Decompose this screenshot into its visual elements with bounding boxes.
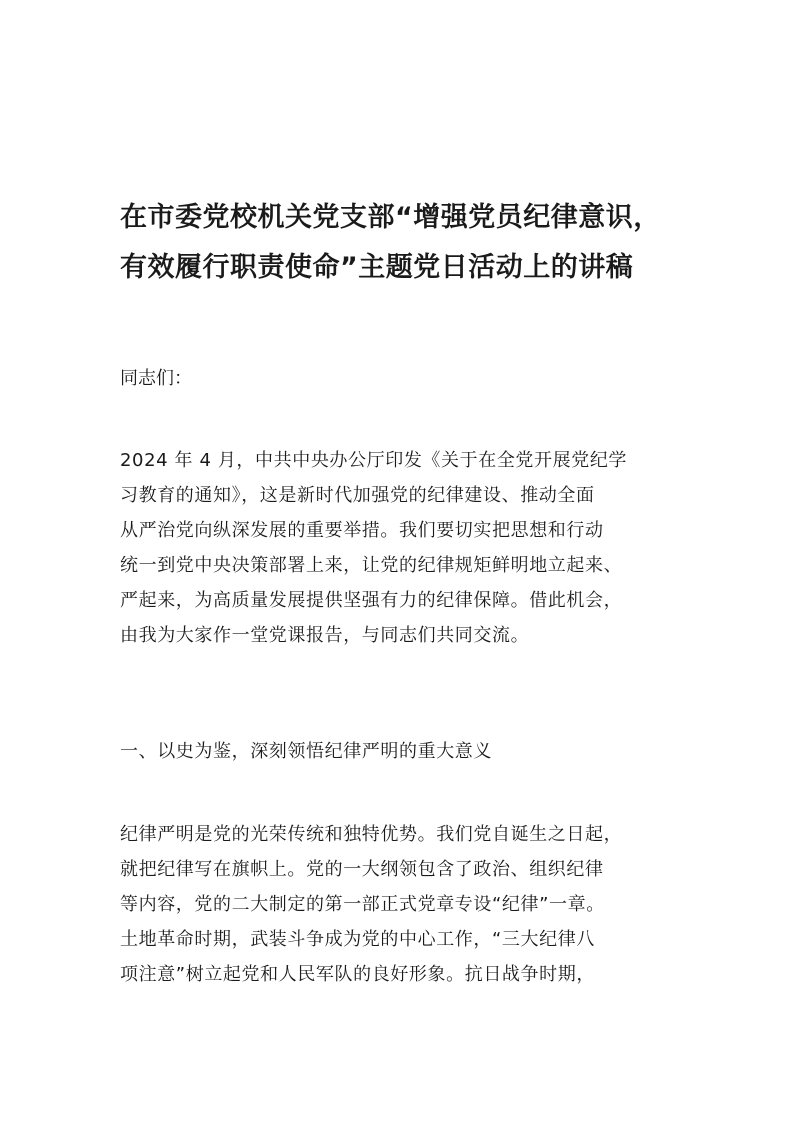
paragraph-line: 等内容，党的二大制定的第一部正式党章专设“纪律”一章。 xyxy=(120,894,605,915)
section-heading: 一、以史为鉴，深刻领悟纪律严明的重大意义 xyxy=(120,741,492,762)
paragraph-line: 纪律严明是党的光荣传统和独特优势。我们党自诞生之日起， xyxy=(120,824,623,845)
title-line: 在市委党校机关党支部“增强党员纪律意识， xyxy=(120,202,661,233)
paragraph-line: 2024 年 4 月，中共中央办公厅印发《关于在全党开展党纪学 xyxy=(120,450,628,471)
document-title xyxy=(120,193,680,293)
paragraph-line: 从严治党向纵深发展的重要举措。我们要切实把思想和行动 xyxy=(120,520,604,541)
paragraph-history xyxy=(120,817,680,992)
paragraph-line: 统一到党中央决策部署上来，让党的纪律规矩鲜明地立起来、 xyxy=(120,555,623,576)
paragraph-line: 就把纪律写在旗帜上。党的一大纲领包含了政治、组织纪律 xyxy=(120,859,604,880)
paragraph-line: 由我为大家作一堂党课报告，与同志们共同交流。 xyxy=(120,625,530,646)
title-line: 有效履行职责使命”主题党日活动上的讲稿 xyxy=(120,252,634,283)
paragraph-line: 习教育的通知》，这是新时代加强党的纪律建设、推动全面 xyxy=(120,485,595,506)
paragraph-line: 土地革命时期，武装斗争成为党的中心工作，“三大纪律八 xyxy=(120,929,595,950)
paragraph-intro xyxy=(120,443,680,653)
paragraph-line: 项注意”树立起党和人民军队的良好形象。抗日战争时期， xyxy=(120,964,595,985)
paragraph-line: 严起来，为高质量发展提供坚强有力的纪律保障。借此机会， xyxy=(120,590,623,611)
salutation: 同志们： xyxy=(120,368,192,389)
